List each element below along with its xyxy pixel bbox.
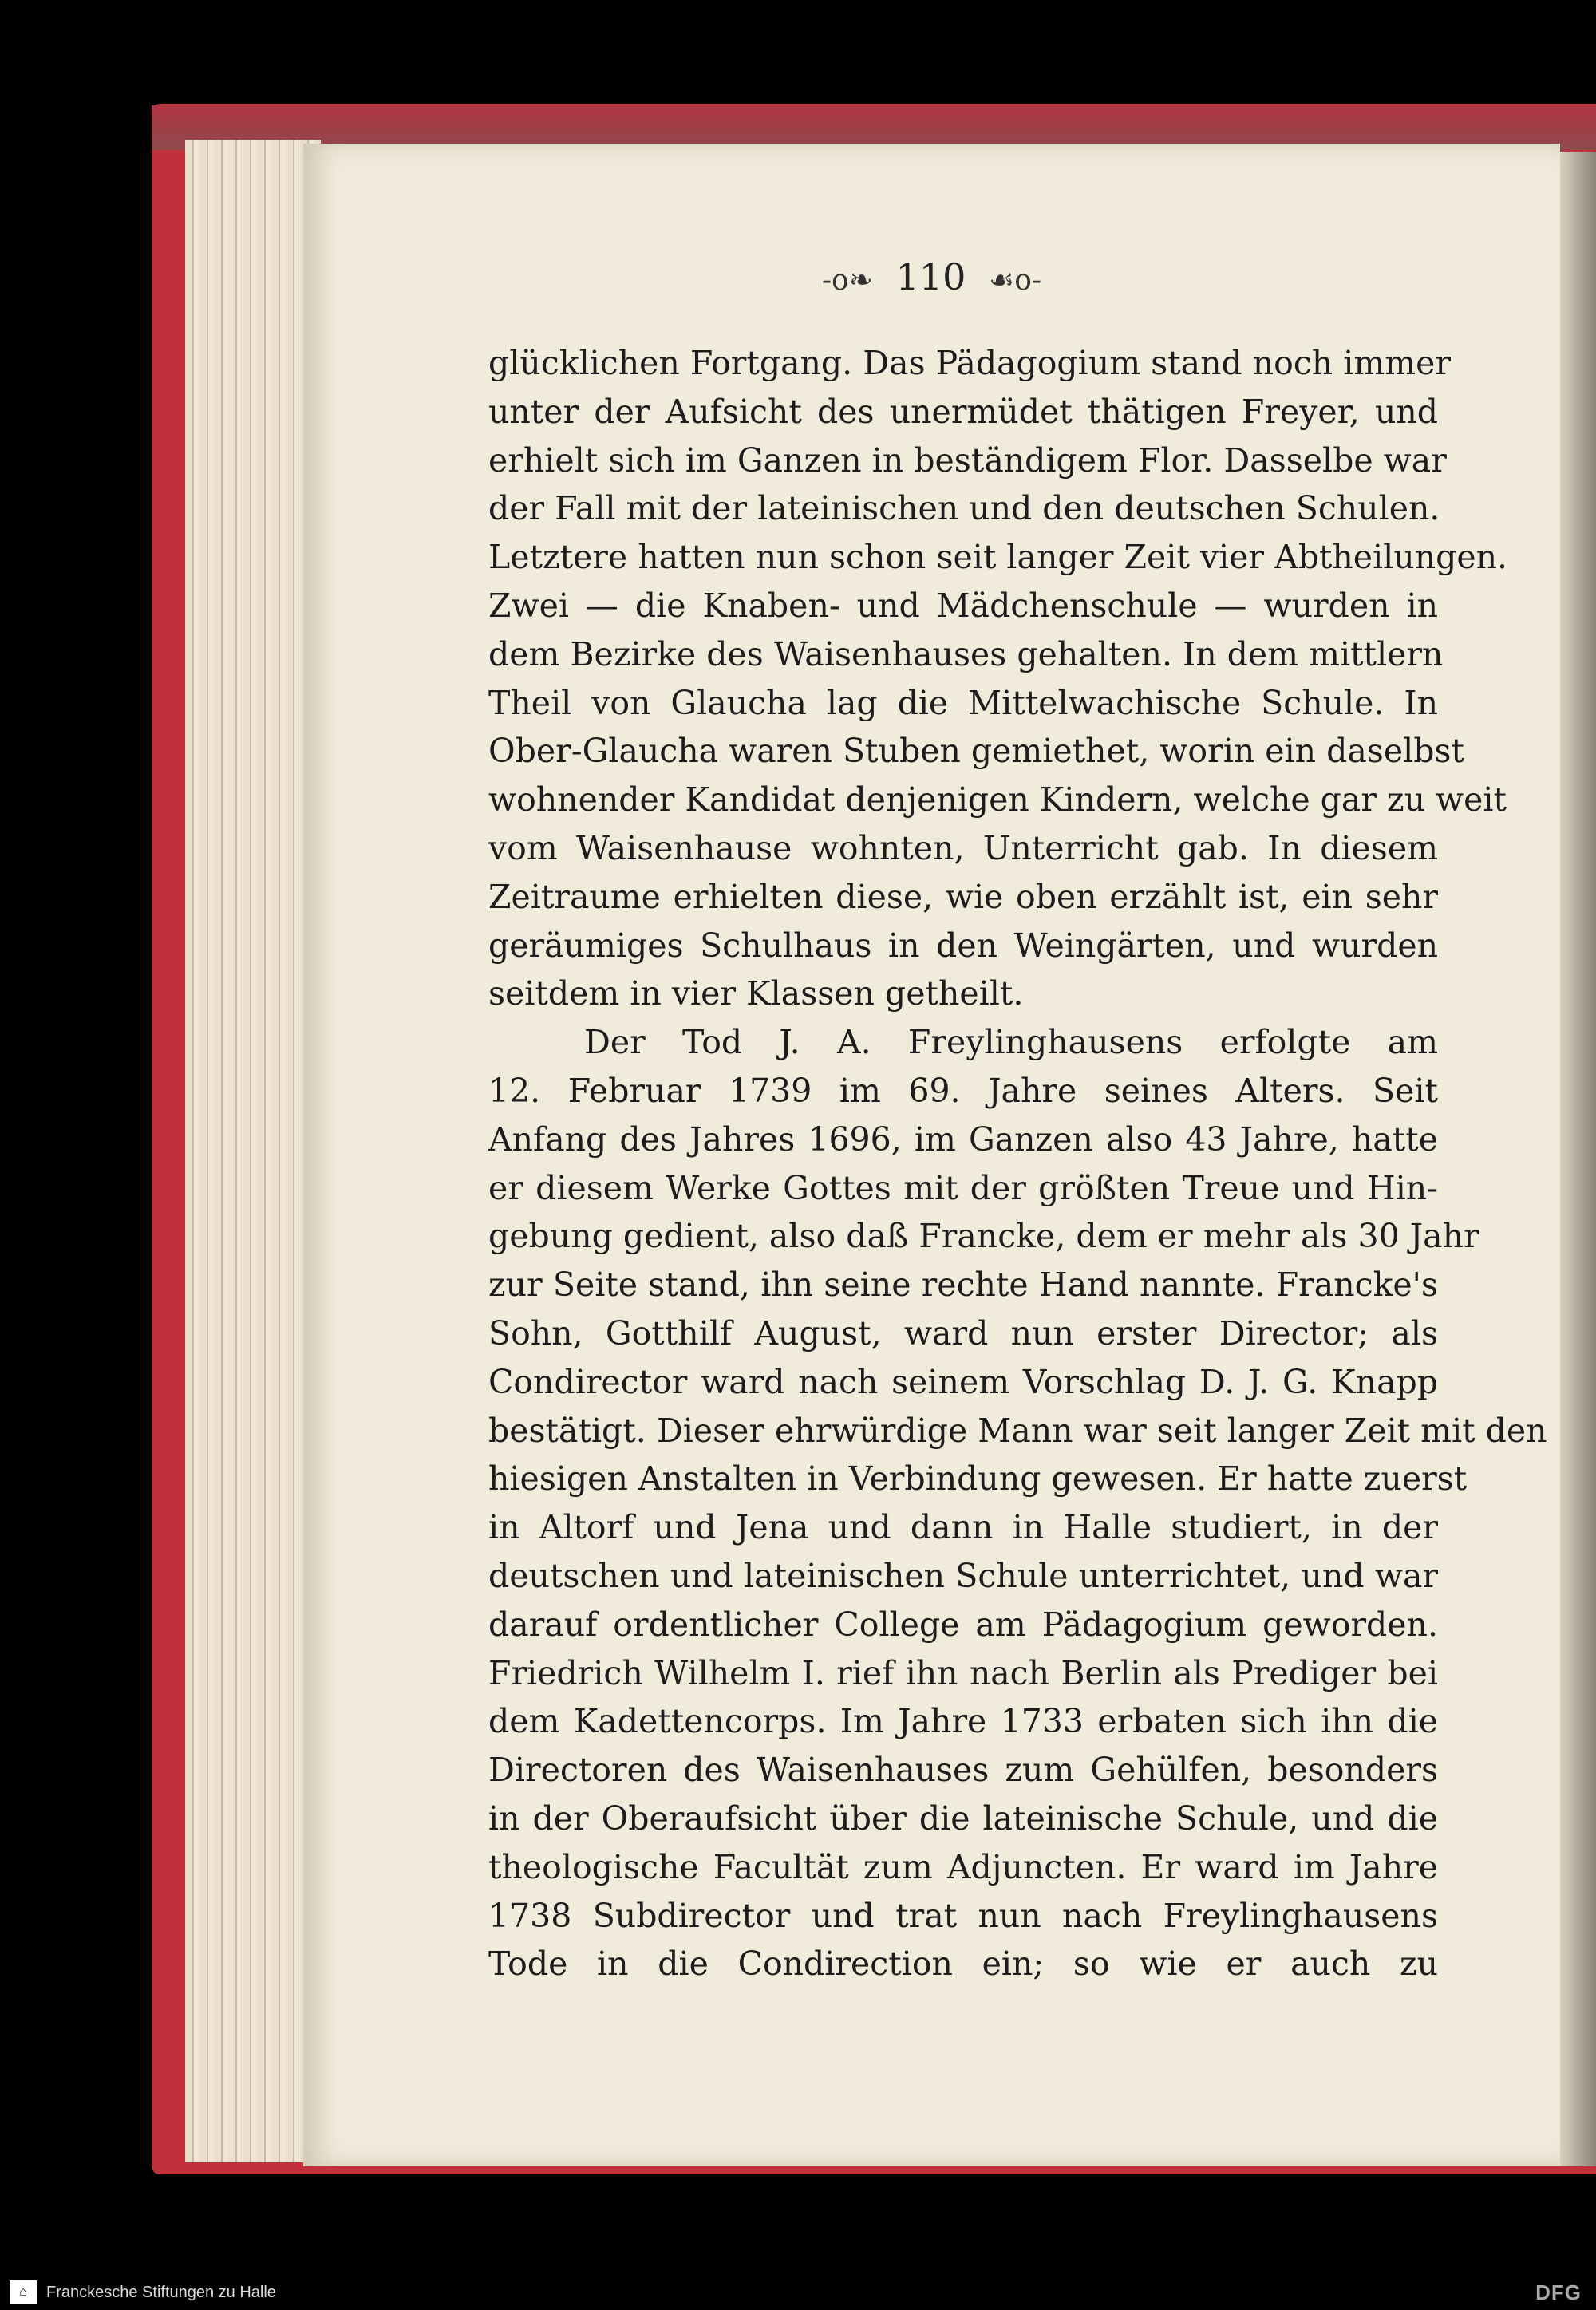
text-line: gebung gedient, also daß Francke, dem er mehr als 30 Jahr — [488, 1217, 1479, 1256]
text-line: darauf ordentlicher College am Pädagogium geworden. — [488, 1605, 1438, 1644]
ornament-left-icon: -o❧ — [821, 264, 873, 297]
page-header — [303, 255, 1560, 298]
text-line: in der Oberaufsicht über die lateinische Schule, und die — [488, 1799, 1438, 1838]
text-line: wohnender Kandidat denjenigen Kindern, welche gar zu weit — [488, 780, 1507, 819]
text-line: Anfang des Jahres 1696, im Ganzen also 43 Jahre, hatte — [488, 1119, 1438, 1159]
text-line: geräumiges Schulhaus in den Weingärten, und wurden — [488, 926, 1438, 965]
text-line: Friedrich Wilhelm I. rief ihn nach Berlin als Prediger bei — [488, 1653, 1438, 1692]
text-line: Theil von Glaucha lag die Mittelwachische Schule. In — [488, 683, 1438, 722]
text-line: Sohn, Gotthilf August, ward nun erster Director; als — [488, 1313, 1438, 1352]
page-fold-edge — [1560, 152, 1596, 2166]
text-line: Condirector ward nach seinem Vorschlag D. J. G. Knapp — [488, 1362, 1438, 1401]
text-line: Directoren des Waisenhauses zum Gehülfen, besonders — [488, 1751, 1438, 1790]
text-line: Zwei — die Knaben- und Mädchenschule — wurden in — [488, 586, 1438, 625]
text-line: 1738 Subdirector und trat nun nach Freylinghausens — [488, 1896, 1438, 1935]
text-line: bestätigt. Dieser ehrwürdige Mann war seit langer Zeit mit den — [488, 1411, 1547, 1450]
page-number: 110 — [895, 255, 966, 298]
text-line: dem Bezirke des Waisenhauses gehalten. In dem mittlern — [488, 634, 1444, 673]
text-line: Ober-Glaucha waren Stuben gemiethet, worin ein daselbst — [488, 732, 1464, 771]
text-line: Zeitraume erhielten diese, wie oben erzählt ist, ein sehr — [488, 877, 1438, 916]
text-line: der Fall mit der lateinischen und den deutschen Schulen. — [488, 489, 1440, 528]
dfg-badge: DFG — [1535, 2280, 1582, 2304]
page-edges — [185, 140, 321, 2162]
text-line: 12. Februar 1739 im 69. Jahre seines Alters. Seit — [488, 1071, 1438, 1110]
text-line: unter der Aufsicht des unermüdet thätigen Freyer, und — [488, 392, 1438, 431]
text-line: Der Tod J. A. Freylinghausens erfolgte am — [584, 1023, 1438, 1062]
text-line: glücklichen Fortgang. Das Pädagogium stand noch immer — [488, 344, 1451, 382]
text-line: erhielt sich im Ganzen in beständigem Flor. Dasselbe war — [488, 440, 1447, 480]
text-line: hiesigen Anstalten in Verbindung gewesen. Er hatte zuerst — [488, 1459, 1468, 1499]
text-line: er diesem Werke Gottes mit der größten Treue und Hin- — [488, 1168, 1438, 1207]
text-line: seitdem in vier Klassen getheilt. — [488, 974, 1024, 1013]
text-line: deutschen und lateinischen Schule unterrichtet, und war — [488, 1556, 1438, 1595]
text-line: dem Kadettencorps. Im Jahre 1733 erbaten sich ihn die — [488, 1702, 1438, 1741]
text-line: theologische Facultät zum Adjuncten. Er ward im Jahre — [488, 1847, 1438, 1886]
viewer-footer — [0, 2274, 1596, 2310]
body-text — [488, 339, 1547, 1988]
text-line: Letztere hatten nun schon seit langer Zeit vier Abtheilungen. — [488, 538, 1508, 577]
text-line: zur Seite stand, ihn seine rechte Hand nannte. Francke's — [488, 1266, 1438, 1305]
text-line: Tode in die Condirection ein; so wie er auch zu — [488, 1945, 1438, 1984]
ornament-right-icon: ☙o- — [988, 264, 1042, 297]
text-line: in Altorf und Jena und dann in Halle studiert, in der — [488, 1508, 1438, 1547]
institution-logo-icon: ⌂ — [10, 2280, 37, 2304]
text-line: vom Waisenhause wohnten, Unterricht gab. In diesem — [488, 828, 1438, 867]
institution-name: Franckesche Stiftungen zu Halle — [46, 2284, 276, 2301]
